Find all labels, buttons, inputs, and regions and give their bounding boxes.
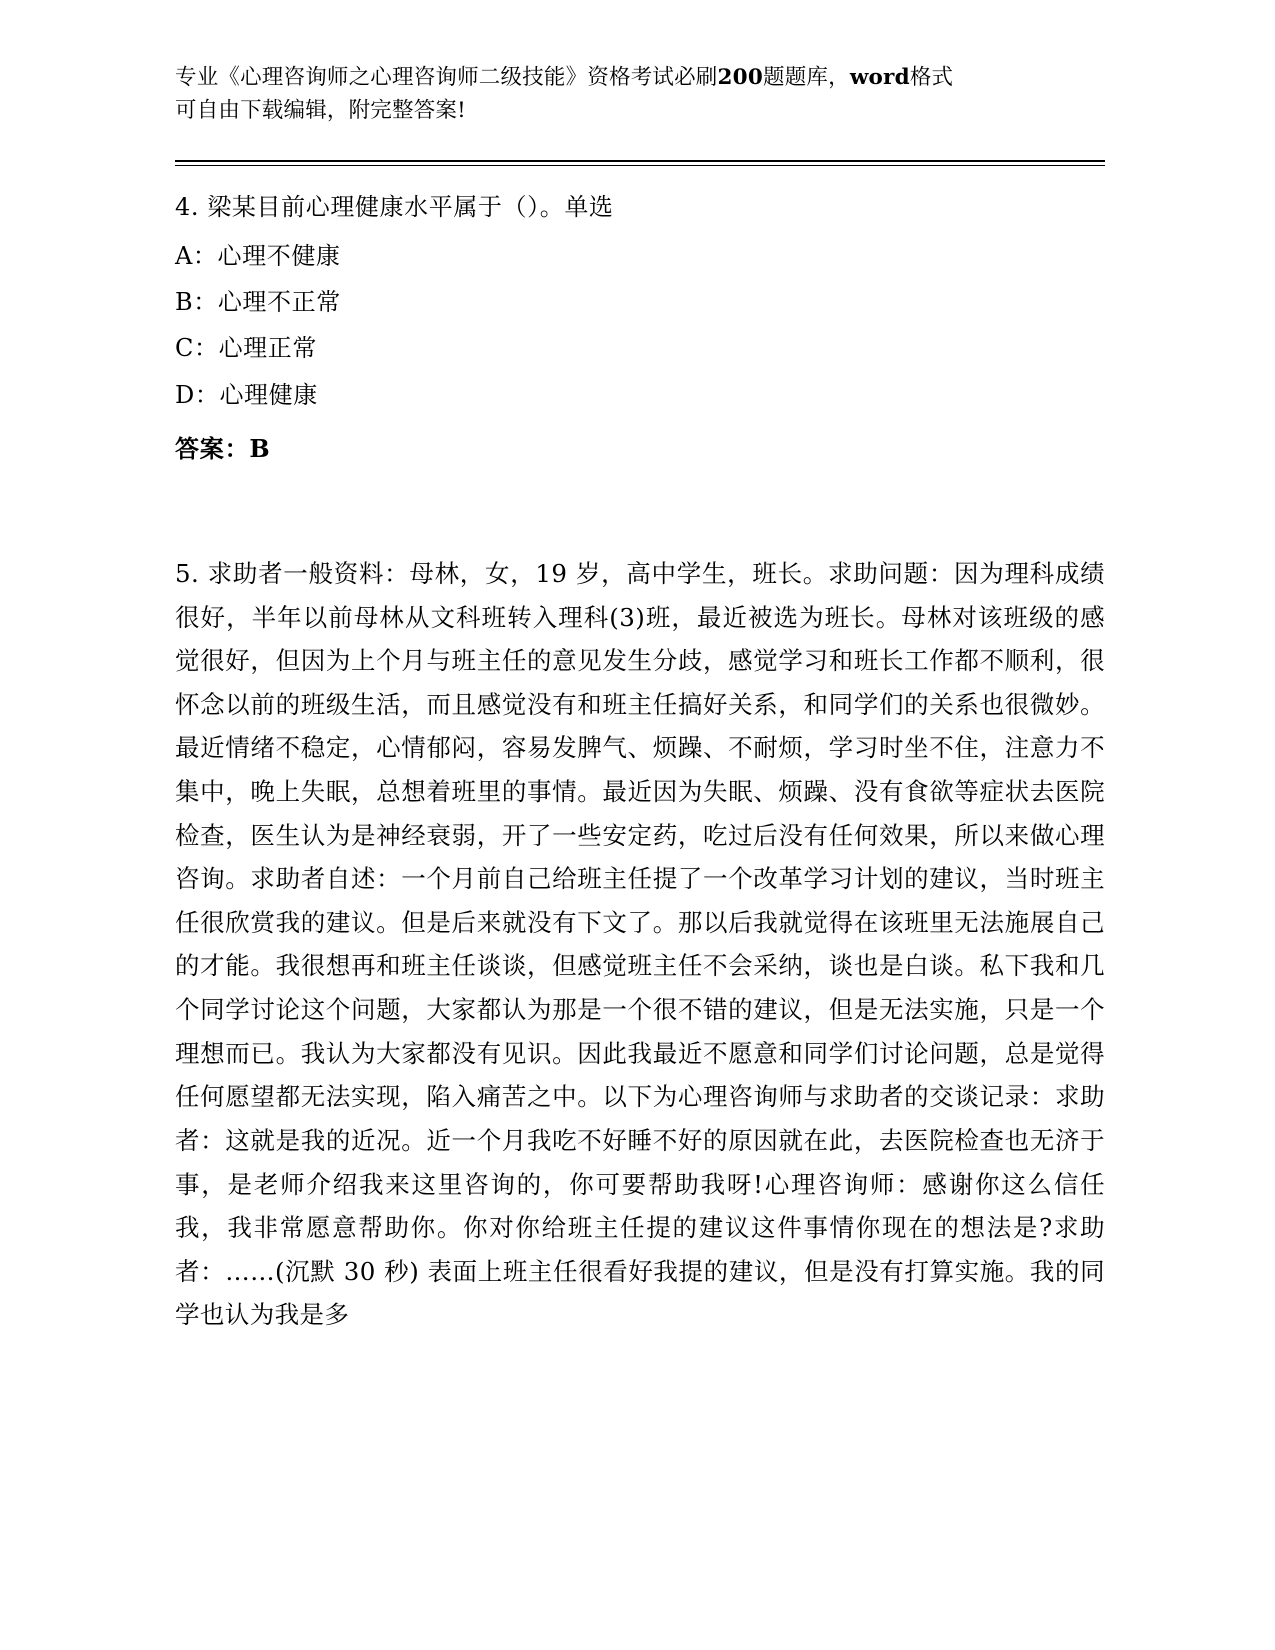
question-4-answer: 答案：B <box>175 433 271 463</box>
option-c[interactable]: C：心理正常 <box>175 334 317 363</box>
header-note <box>175 62 1105 127</box>
option-a[interactable]: A：心理不健康 <box>175 241 341 270</box>
header-divider-inner <box>175 165 1105 166</box>
option-b[interactable]: B：心理不正常 <box>175 288 341 317</box>
question-4 <box>175 188 1105 464</box>
page-content <box>175 62 1105 1337</box>
header-note-text-1: 专业《心理咨询师之心理咨询师二级技能》资格考试必刷 <box>175 65 718 90</box>
header-divider <box>175 160 1105 166</box>
question-4-options <box>175 233 1105 418</box>
question-4-stem: 4. 梁某目前心理健康水平属于（）。单选 <box>175 192 614 221</box>
header-note-line2: 可自由下载编辑，附完整答案! <box>175 97 466 123</box>
question-5-text: 5. 求助者一般资料：母林，女，19 岁，高中学生，班长。求助问题：因为理科成绩很好，半年以前母林从文科班转入理科(3)班，最近被选为班长。母林对该班级的感觉很好，但因为上个月与班主任的意见发生分歧，感觉学习和班长工作都不顺利，很怀念以前的班级生活，而且感觉没有和班主任搞好关系，和同学们的关系也很微妙。最近情绪不稳定，心情郁闷，容易发脾气、烦躁、不耐烦，学习时坐不住，注意力不集中，晚上失眠，总想着班里的事情。最近因为失眠、烦躁、没有食欲等症状去医院检查，医生认为是神经衰弱，开了一些安定药，吃过后没有任何效果，所以来做心理咨询。求助者自述：一个月前自己给班主任提了一个改革学习计划的建议，当时班主任很欣赏我的建议。但是后来就没有下文了。那以后我就觉得在该班里无法施展自己的才能。我很想再和班主任谈谈，但感觉班主任不会采纳，谈也是白谈。私下我和几个同学讨论这个问题，大家都认为那是一个很不错的建议，但是无法实施，只是一个理想而已。我认为大家都没有见识。因此我最近不愿意和同学们讨论问题，总是觉得任何愿望都无法实现，陷入痛苦之中。以下为心理咨询师与求助者的交谈记录：求助者：这就是我的近况。近一个月我吃不好睡不好的原因就在此，去医院检查也无济于事，是老师介绍我来这里咨询的，你可要帮助我呀!心理咨询师：感谢你这么信任我，我非常愿意帮助你。你对你给班主任提的建议这件事情你现在的想法是?求助者：……(沉默 30 秒) 表面上班主任很看好我提的建议，但是没有打算实施。我的同学也认为我是多 <box>175 558 1105 1330</box>
option-d[interactable]: D：心理健康 <box>175 380 318 409</box>
header-note-bold-format: word <box>849 65 910 90</box>
header-note-bold-count: 200 <box>717 65 763 90</box>
question-5 <box>175 552 1105 1337</box>
header-note-text-3: 格式 <box>909 65 954 90</box>
header-note-text-2: 题题库， <box>763 65 850 90</box>
